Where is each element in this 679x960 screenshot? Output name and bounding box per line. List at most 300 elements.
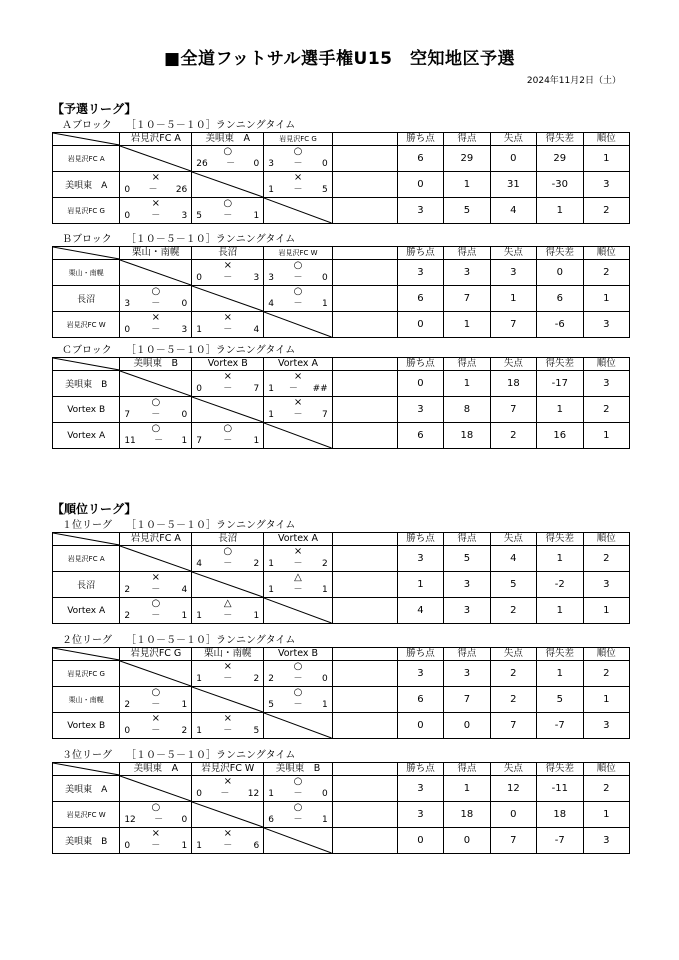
match-result-cell: [264, 546, 332, 572]
block-name: Ｃブロック: [62, 345, 112, 356]
stat-value: 6: [397, 286, 443, 312]
stat-value: 1: [444, 776, 490, 802]
stat-value: 5: [537, 687, 583, 713]
spacer-cell: [332, 133, 397, 146]
diagonal-line: [264, 312, 331, 337]
match-result-cell: [264, 146, 332, 172]
result-mark: ×: [293, 371, 303, 382]
spacer-cell: [332, 533, 397, 546]
match-result-cell: [192, 546, 264, 572]
block-format: ［１０－５－１０］ランニングタイム: [125, 234, 296, 245]
score-own: 1: [268, 410, 274, 420]
match-score: [124, 436, 187, 447]
match-result-cell: [120, 286, 192, 312]
diagonal-line: [192, 802, 263, 827]
table-header-row: [53, 133, 630, 146]
match-result-cell: [264, 371, 332, 397]
spacer-cell: [332, 172, 397, 198]
league-block: [52, 519, 630, 624]
row-team-name: Vortex B: [53, 713, 120, 739]
diagonal-line: [53, 358, 119, 370]
score-opponent: 4: [253, 325, 260, 335]
score-opponent: 1: [253, 436, 260, 446]
row-team-name: 岩見沢FC W: [53, 312, 120, 338]
match-result-cell: [192, 198, 264, 224]
score-own: 2: [124, 611, 131, 621]
spacer-cell: [332, 371, 397, 397]
score-separator: －: [293, 159, 303, 169]
score-separator: －: [151, 841, 161, 851]
table-row: [53, 423, 630, 449]
score-opponent: 1: [322, 700, 328, 710]
result-mark: ○: [293, 260, 303, 271]
stat-value: 4: [490, 198, 536, 224]
result-mark: ×: [223, 713, 232, 724]
stat-header: 得失差: [537, 133, 583, 146]
stat-value: 0: [397, 312, 443, 338]
league-block: [52, 344, 630, 449]
row-team-name: 岩見沢FC W: [53, 802, 120, 828]
match-result-cell: [120, 713, 192, 739]
score-own: 1: [268, 384, 274, 394]
diagonal-line: [120, 371, 191, 396]
block-caption: [52, 519, 630, 532]
stat-value: 2: [583, 546, 630, 572]
column-team-name: 岩見沢FC A: [120, 133, 192, 146]
stat-value: 3: [583, 371, 630, 397]
stat-value: 3: [397, 802, 443, 828]
score-own: 4: [196, 559, 203, 569]
match-score: [268, 159, 327, 170]
match-score: [196, 159, 259, 170]
stat-value: 29: [444, 146, 490, 172]
row-team-name: Vortex A: [53, 598, 120, 624]
stat-value: 8: [444, 397, 490, 423]
stat-value: 0: [397, 828, 443, 854]
table-row: [53, 713, 630, 739]
stat-value: 3: [583, 828, 630, 854]
table-header-row: [53, 358, 630, 371]
result-mark: ○: [293, 661, 303, 672]
self-match-cell: [192, 397, 264, 423]
match-result-cell: [120, 572, 192, 598]
score-own: 11: [124, 436, 136, 446]
result-mark: ×: [151, 572, 160, 583]
score-separator: －: [154, 815, 164, 825]
score-separator: －: [223, 674, 233, 684]
score-opponent: 3: [253, 273, 260, 283]
score-opponent: 1: [181, 841, 188, 851]
block-caption: [52, 119, 630, 132]
score-own: 2: [268, 674, 274, 684]
score-separator: －: [223, 559, 233, 569]
match-result-cell: [264, 260, 332, 286]
match-score: [196, 789, 259, 800]
league-block: [52, 749, 630, 854]
match-score: [196, 674, 259, 685]
league-table: [52, 132, 630, 224]
result-mark: △: [223, 598, 232, 609]
stat-value: -7: [537, 828, 583, 854]
corner-cell: [53, 648, 120, 661]
score-own: 0: [124, 325, 131, 335]
stat-value: 18: [490, 371, 536, 397]
stat-header: 勝ち点: [397, 133, 443, 146]
diagonal-line: [264, 598, 331, 623]
match-result-cell: [192, 146, 264, 172]
diagonal-line: [53, 133, 119, 145]
stat-value: 2: [490, 687, 536, 713]
self-match-cell: [120, 776, 192, 802]
score-opponent: 1: [322, 299, 328, 309]
score-opponent: 0: [253, 159, 260, 169]
score-own: 0: [196, 789, 203, 799]
stat-value: 3: [397, 776, 443, 802]
score-separator: －: [223, 325, 233, 335]
match-result-cell: [192, 828, 264, 854]
stat-header: 失点: [490, 648, 536, 661]
score-own: 5: [196, 211, 203, 221]
score-own: 0: [124, 726, 131, 736]
row-team-name: 栗山・南幌: [53, 260, 120, 286]
league-block: [52, 119, 630, 224]
stat-value: 7: [490, 312, 536, 338]
table-row: [53, 371, 630, 397]
stat-value: 18: [444, 802, 490, 828]
stat-value: 7: [490, 828, 536, 854]
stat-header: 勝ち点: [397, 763, 443, 776]
spacer-cell: [332, 648, 397, 661]
result-mark: ×: [151, 312, 160, 323]
stat-value: 1: [583, 286, 630, 312]
match-result-cell: [120, 687, 192, 713]
match-result-cell: [192, 260, 264, 286]
score-own: 1: [268, 585, 274, 595]
stat-value: 2: [490, 423, 536, 449]
result-mark: ×: [293, 546, 303, 557]
score-separator: －: [293, 700, 303, 710]
stat-value: 1: [537, 198, 583, 224]
score-own: 3: [124, 299, 131, 309]
corner-cell: [53, 763, 120, 776]
score-opponent: 2: [322, 559, 328, 569]
stat-header: 得失差: [537, 358, 583, 371]
match-score: [268, 585, 327, 596]
stat-value: 3: [444, 598, 490, 624]
stat-value: 3: [397, 661, 443, 687]
league-table: [52, 357, 630, 449]
table-row: [53, 172, 630, 198]
match-result-cell: [264, 776, 332, 802]
result-mark: ○: [223, 546, 233, 557]
stat-value: 3: [583, 572, 630, 598]
stat-header: 得点: [444, 133, 490, 146]
stat-header: 得失差: [537, 763, 583, 776]
table-header-row: [53, 648, 630, 661]
score-separator: －: [151, 325, 161, 335]
stat-value: 5: [444, 198, 490, 224]
column-team-name: 岩見沢FC G: [264, 133, 332, 146]
diagonal-line: [120, 661, 191, 686]
stat-value: 1: [583, 146, 630, 172]
score-own: 5: [268, 700, 274, 710]
stat-header: 順位: [583, 247, 630, 260]
result-mark: ○: [223, 198, 233, 209]
table-row: [53, 776, 630, 802]
table-row: [53, 828, 630, 854]
score-separator: －: [151, 585, 161, 595]
score-opponent: 2: [253, 674, 260, 684]
diagonal-line: [53, 533, 119, 545]
score-own: 0: [124, 185, 131, 195]
table-row: [53, 397, 630, 423]
match-result-cell: [264, 397, 332, 423]
match-score: [268, 815, 327, 826]
diagonal-line: [120, 260, 191, 285]
match-result-cell: [264, 286, 332, 312]
table-row: [53, 286, 630, 312]
diagonal-line: [53, 648, 119, 660]
stat-value: 2: [583, 776, 630, 802]
match-score: [124, 410, 187, 421]
stat-value: 16: [537, 423, 583, 449]
match-result-cell: [192, 312, 264, 338]
score-own: 1: [196, 674, 203, 684]
table-row: [53, 312, 630, 338]
stat-value: -30: [537, 172, 583, 198]
score-opponent: 1: [181, 611, 188, 621]
score-separator: －: [151, 211, 161, 221]
result-mark: ○: [293, 286, 303, 297]
self-match-cell: [264, 312, 332, 338]
result-mark: ×: [151, 172, 160, 183]
spacer-cell: [332, 687, 397, 713]
match-score: [124, 815, 187, 826]
stat-value: 1: [444, 172, 490, 198]
section-label-ranking: 【順位リーグ】: [52, 502, 137, 516]
table-row: [53, 661, 630, 687]
score-separator: －: [293, 410, 303, 420]
block-name: Ｂブロック: [62, 234, 112, 245]
spacer-cell: [332, 763, 397, 776]
score-separator: －: [293, 585, 303, 595]
score-opponent: 0: [322, 273, 328, 283]
result-mark: ×: [151, 198, 160, 209]
stat-value: 3: [490, 260, 536, 286]
stat-value: 7: [444, 286, 490, 312]
stat-header: 得点: [444, 763, 490, 776]
match-score: [196, 384, 259, 395]
self-match-cell: [192, 687, 264, 713]
stat-value: 3: [583, 312, 630, 338]
score-opponent: 0: [181, 410, 188, 420]
table-row: [53, 198, 630, 224]
stat-value: 0: [397, 713, 443, 739]
table-header-row: [53, 533, 630, 546]
match-score: [124, 726, 187, 737]
score-opponent: 4: [181, 585, 188, 595]
score-opponent: 0: [322, 674, 328, 684]
stat-value: 6: [397, 423, 443, 449]
column-team-name: 長沼: [192, 533, 264, 546]
stat-header: 失点: [490, 247, 536, 260]
score-opponent: 3: [181, 211, 188, 221]
stat-header: 順位: [583, 133, 630, 146]
stat-value: 1: [444, 312, 490, 338]
diagonal-line: [53, 763, 119, 775]
score-own: 6: [268, 815, 274, 825]
score-separator: －: [151, 611, 161, 621]
score-own: 7: [124, 410, 131, 420]
match-result-cell: [264, 802, 332, 828]
stat-value: 1: [444, 371, 490, 397]
result-mark: ○: [293, 146, 303, 157]
stat-header: 得点: [444, 648, 490, 661]
stat-header: 勝ち点: [397, 533, 443, 546]
score-opponent: 0: [181, 299, 188, 309]
stat-header: 失点: [490, 763, 536, 776]
column-team-name: 栗山・南幌: [192, 648, 264, 661]
score-own: 1: [268, 559, 274, 569]
stat-value: -2: [537, 572, 583, 598]
score-own: 3: [268, 159, 274, 169]
corner-cell: [53, 358, 120, 371]
column-team-name: Vortex B: [264, 648, 332, 661]
score-opponent: ##: [312, 384, 328, 394]
stat-value: 1: [537, 661, 583, 687]
result-mark: ○: [151, 423, 161, 434]
self-match-cell: [192, 286, 264, 312]
diagonal-line: [264, 713, 331, 738]
diagonal-line: [264, 828, 331, 853]
stat-header: 順位: [583, 763, 630, 776]
stat-value: 3: [397, 198, 443, 224]
column-team-name: 美唄東 A: [120, 763, 192, 776]
match-result-cell: [192, 598, 264, 624]
spacer-cell: [332, 260, 397, 286]
spacer-cell: [332, 423, 397, 449]
score-opponent: 7: [253, 384, 260, 394]
score-separator: －: [223, 273, 233, 283]
self-match-cell: [264, 423, 332, 449]
column-team-name: Vortex A: [264, 358, 332, 371]
result-mark: △: [294, 572, 302, 583]
self-match-cell: [264, 713, 332, 739]
stat-value: 2: [490, 661, 536, 687]
spacer-cell: [332, 286, 397, 312]
spacer-cell: [332, 198, 397, 224]
score-separator: －: [151, 299, 161, 309]
score-separator: －: [151, 726, 161, 736]
score-separator: －: [293, 674, 303, 684]
diagonal-line: [120, 776, 191, 801]
league-table: [52, 532, 630, 624]
self-match-cell: [264, 828, 332, 854]
table-row: [53, 687, 630, 713]
stat-value: 3: [444, 661, 490, 687]
stat-value: 0: [444, 713, 490, 739]
self-match-cell: [264, 598, 332, 624]
score-separator: －: [223, 211, 233, 221]
result-mark: ×: [223, 828, 232, 839]
score-opponent: 1: [181, 700, 188, 710]
stat-value: 3: [444, 572, 490, 598]
stat-value: 4: [397, 598, 443, 624]
table-header-row: [53, 247, 630, 260]
table-row: [53, 546, 630, 572]
match-score: [124, 841, 187, 852]
stat-value: 1: [583, 802, 630, 828]
stat-header: 得点: [444, 247, 490, 260]
spacer-cell: [332, 828, 397, 854]
score-own: 7: [196, 436, 203, 446]
match-result-cell: [120, 312, 192, 338]
spacer-cell: [332, 312, 397, 338]
column-team-name: 栗山・南幌: [120, 247, 192, 260]
score-own: 1: [196, 841, 203, 851]
diagonal-line: [192, 397, 263, 422]
result-mark: ○: [151, 397, 161, 408]
row-team-name: Vortex B: [53, 397, 120, 423]
stat-header: 得失差: [537, 648, 583, 661]
score-own: 0: [124, 211, 131, 221]
score-separator: －: [293, 299, 303, 309]
stat-value: 0: [490, 146, 536, 172]
stat-value: 3: [583, 713, 630, 739]
stat-value: 2: [583, 260, 630, 286]
match-score: [196, 325, 259, 336]
match-score: [196, 611, 259, 622]
score-separator: －: [223, 611, 233, 621]
league-table: [52, 647, 630, 739]
stat-value: 18: [537, 802, 583, 828]
self-match-cell: [120, 546, 192, 572]
result-mark: ○: [293, 802, 303, 813]
stat-value: -17: [537, 371, 583, 397]
score-own: 26: [196, 159, 208, 169]
diagonal-line: [120, 546, 191, 571]
table-row: [53, 802, 630, 828]
diagonal-line: [192, 172, 263, 197]
stat-value: 1: [583, 598, 630, 624]
result-mark: ○: [293, 776, 303, 787]
stat-value: -11: [537, 776, 583, 802]
result-mark: ○: [151, 598, 161, 609]
match-score: [196, 559, 259, 570]
stat-value: 29: [537, 146, 583, 172]
stat-value: 3: [397, 260, 443, 286]
score-own: 0: [196, 384, 203, 394]
result-mark: ×: [223, 260, 232, 271]
match-result-cell: [192, 423, 264, 449]
table-row: [53, 598, 630, 624]
spacer-cell: [332, 546, 397, 572]
row-team-name: 栗山・南幌: [53, 687, 120, 713]
self-match-cell: [120, 260, 192, 286]
stat-value: 0: [537, 260, 583, 286]
result-mark: ○: [293, 687, 303, 698]
diagonal-line: [192, 572, 263, 597]
block-caption: [52, 634, 630, 647]
block-caption: [52, 749, 630, 762]
stat-header: 得点: [444, 533, 490, 546]
self-match-cell: [120, 146, 192, 172]
match-result-cell: [264, 661, 332, 687]
stat-value: 3: [444, 260, 490, 286]
row-team-name: 岩見沢FC G: [53, 198, 120, 224]
stat-value: 0: [490, 802, 536, 828]
score-separator: －: [220, 789, 230, 799]
